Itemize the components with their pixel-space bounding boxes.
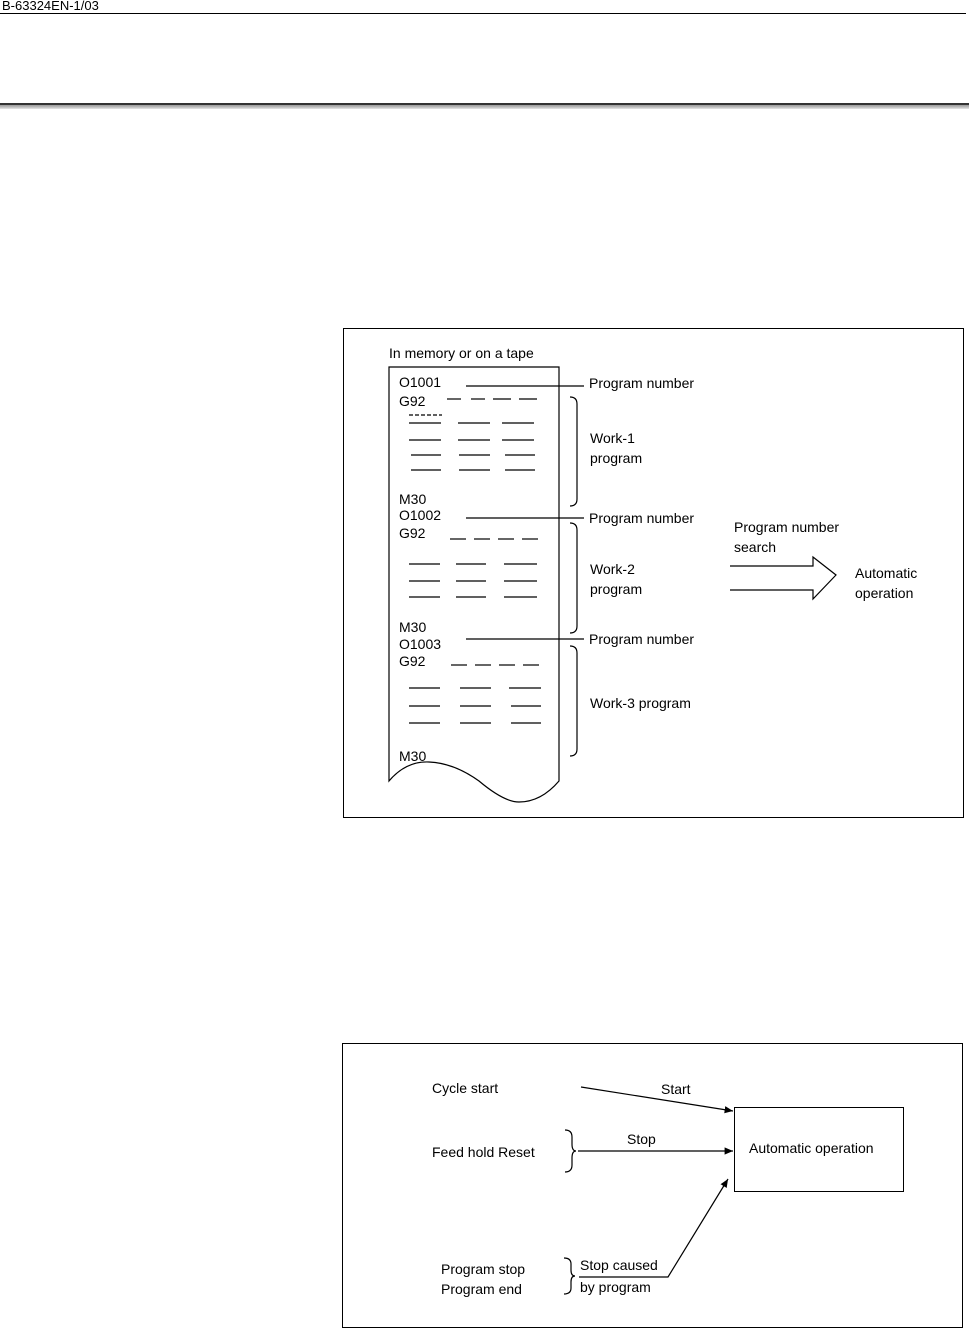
program-2-number: O1002 [399,507,442,523]
program-number-leaders [466,386,584,639]
program-number-label-3: Program number [589,631,695,647]
program-3-blocks [409,665,541,723]
program-2-blocks [409,539,538,597]
program-stop-brace [564,1258,575,1294]
program-3-setup: G92 [399,653,426,669]
tape-outline [389,367,559,802]
automatic-operation-box [734,1107,904,1192]
work-2-label: Work-2 program [590,561,643,597]
automatic-operation-figure [342,1043,963,1328]
program-number-label-2: Program number [589,510,695,526]
program-1-setup: G92 [399,393,426,409]
cycle-start-label: Cycle start [432,1080,499,1096]
program-2-end: M30 [399,619,427,635]
program-1-end: M30 [399,491,427,507]
search-label: Program number search [734,519,840,555]
search-arrow [730,557,836,599]
work-3-label: Work-3 program [590,695,691,711]
auto-op-label: Automatic operation [855,565,918,601]
stop-label: Stop [627,1131,656,1147]
stop-caused-label: Stop caused [580,1257,658,1273]
feed-hold-brace [565,1130,576,1172]
automatic-operation-label: Automatic operation [749,1140,874,1156]
program-3-number: O1003 [399,636,442,652]
by-program-label: by program [580,1279,651,1295]
program-end-label: Program end [441,1281,522,1297]
feed-hold-reset-label: Feed hold Reset [432,1144,535,1160]
program-3-end: M30 [399,748,427,764]
start-arrow [581,1087,733,1111]
program-number-label-1: Program number [589,375,695,391]
program-1-blocks [409,399,537,470]
program-stop-label: Program stop [441,1261,526,1277]
program-1-number: O1001 [399,374,442,390]
start-label: Start [661,1081,691,1097]
section-divider [0,103,969,109]
program-2-setup: G92 [399,525,426,541]
header-rule [0,13,966,14]
program-braces [570,397,577,756]
work-1-label: Work-1 program [590,430,643,466]
memory-title: In memory or on a tape [389,345,534,361]
program-memory-figure [343,328,964,818]
document-code: B-63324EN-1/03 [2,0,99,13]
